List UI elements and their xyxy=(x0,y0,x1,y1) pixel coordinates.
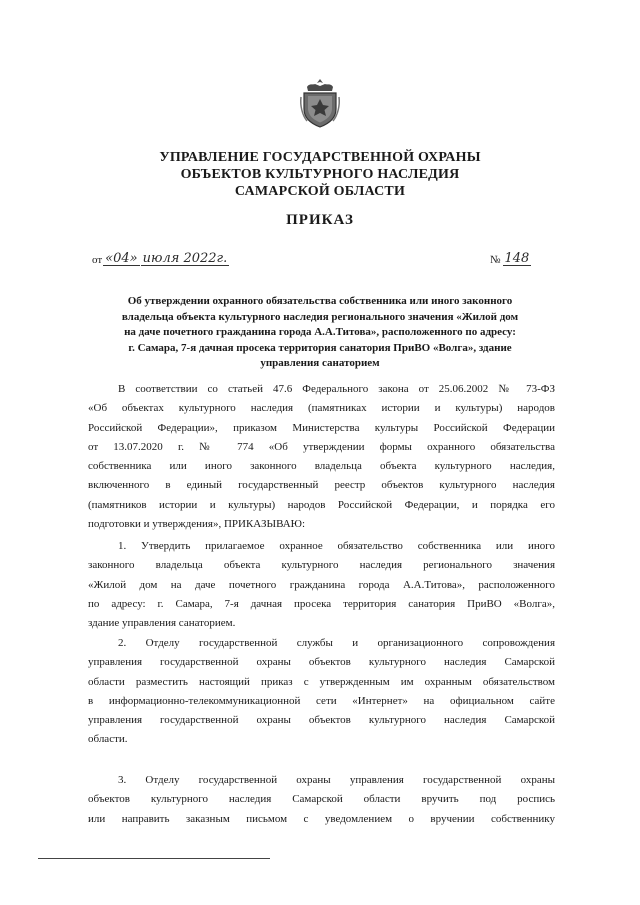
text-line: «Жилой дом на даче почетного гражданина города А.А.Титова», расположенного xyxy=(88,578,555,591)
subject-line: управления санаторием xyxy=(260,357,380,369)
text-line: законного владельца объекта культурного наследия регионального значения xyxy=(88,559,555,572)
text-line: собственника или иного законного владельца объекта культурного наследия, xyxy=(88,460,555,473)
item-2-paragraph xyxy=(88,634,555,750)
order-number xyxy=(490,252,531,266)
date-month-year: июля 2022г. xyxy=(142,251,228,266)
text-line: включенного в единый государственный реестр объектов культурного наследия xyxy=(88,479,555,492)
number-prefix: № xyxy=(490,254,501,266)
item-3-paragraph xyxy=(88,771,555,829)
text-line: управления государственной охраны объектов культурного наследия Самарской xyxy=(88,714,555,727)
text-line: или направить заказным письмом с уведомлением о вручении собственнику xyxy=(88,812,555,825)
number-value: 148 xyxy=(504,251,530,266)
subject-line: на даче почетного гражданина города А.А.Титова», расположенного по адресу: xyxy=(124,326,516,338)
text-line: по адресу: г. Самара, 7-я дачная просека территория санатория ПриВО «Волга», xyxy=(88,597,555,610)
order-subject xyxy=(78,294,562,372)
text-line: от 13.07.2020 г. № 774 «Об утверждении формы охранного обязательства xyxy=(88,440,555,453)
date-prefix: от xyxy=(92,254,103,266)
subject-line: г. Самара, 7-я дачная просека территория санатория ПриВО «Волга», здание xyxy=(128,341,512,354)
text-line: Российской Федерации», приказом Министерства культуры Российской Федерации xyxy=(88,421,555,434)
text-line: в информационно-телекоммуникационной сети «Интернет» на официальном сайте xyxy=(88,694,555,707)
coat-of-arms-icon xyxy=(299,77,341,129)
order-date xyxy=(92,252,229,266)
text-line: 3. Отделу государственной охраны управления государственной охраны xyxy=(118,774,555,786)
text-line: (памятников истории и культуры) народов Российской Федерации, и порядка его xyxy=(88,498,555,511)
preamble-paragraph xyxy=(88,380,555,534)
text-line: 1. Утвердить прилагаемое охранное обязательство собственника или иного xyxy=(118,540,555,552)
org-title-line-3: САМАРСКОЙ ОБЛАСТИ xyxy=(234,184,406,199)
subject-line: владельца объекта культурного наследия регионального значения «Жилой дом xyxy=(121,310,519,323)
document-type: ПРИКАЗ xyxy=(286,212,354,228)
item-1-paragraph xyxy=(88,537,555,633)
text-line: 2. Отделу государственной службы и организационного сопровождения xyxy=(118,637,555,649)
organization-title xyxy=(100,149,540,200)
subject-line: Об утверждении охранного обязательства собственника или иного законного xyxy=(127,295,513,307)
text-line: здание управления санаторием. xyxy=(88,617,236,630)
text-line: области. xyxy=(88,733,128,746)
text-line: подготовки и утверждения», ПРИКАЗЫВАЮ: xyxy=(88,518,306,531)
text-line: области разместить настоящий приказ с утвержденным им охранным обязательством xyxy=(88,675,555,688)
org-title-line-1: УПРАВЛЕНИЕ ГОСУДАРСТВЕННОЙ ОХРАНЫ xyxy=(159,150,481,165)
text-line: объектов культурного наследия Самарской области вручить под роспись xyxy=(88,793,555,806)
date-day: «04» xyxy=(105,251,138,266)
text-line: управления государственной охраны объектов культурного наследия Самарской xyxy=(88,656,555,669)
footer-divider xyxy=(38,858,270,859)
org-title-line-2: ОБЪЕКТОВ КУЛЬТУРНОГО НАСЛЕДИЯ xyxy=(180,167,460,182)
text-line: В соответствии со статьей 47.6 Федерального закона от 25.06.2002 № 73-ФЗ xyxy=(118,383,555,395)
text-line: «Об объектах культурного наследия (памятниках истории и культуры) народов xyxy=(88,402,555,415)
